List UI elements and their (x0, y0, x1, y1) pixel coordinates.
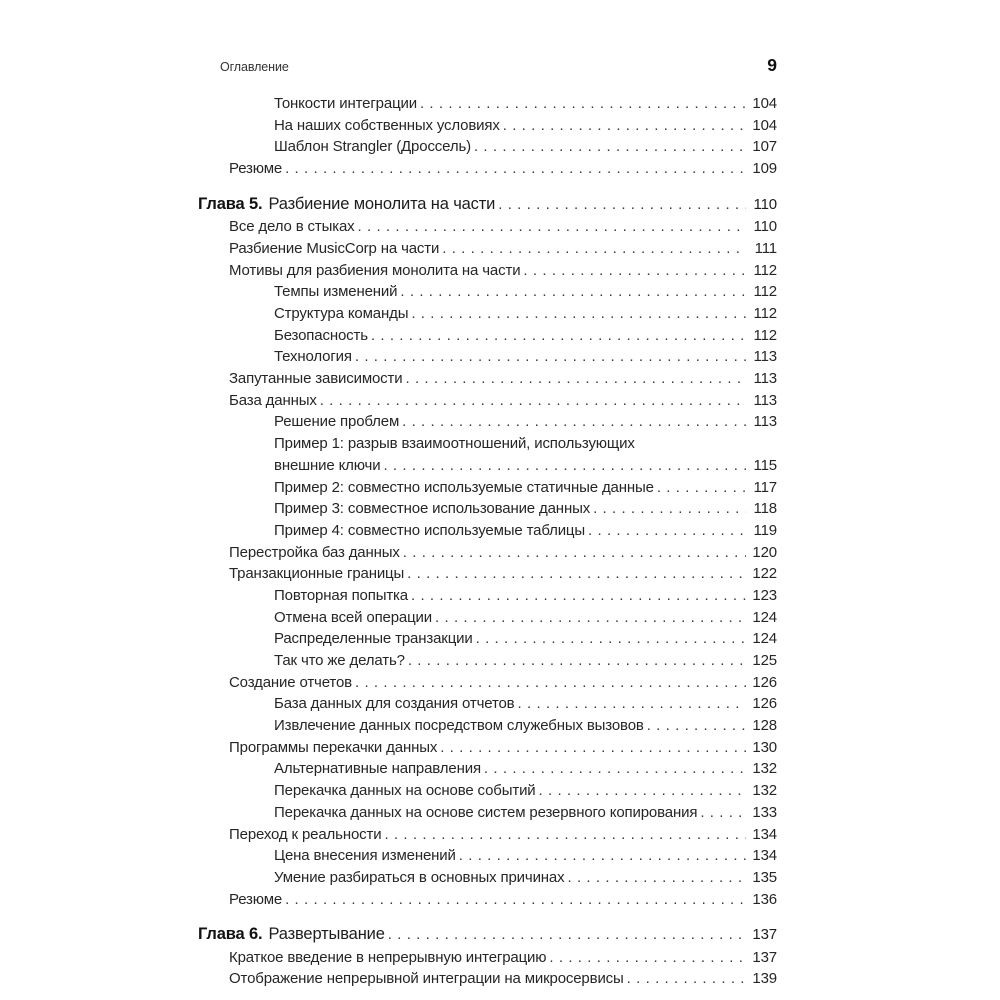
entry-page-number: 104 (752, 95, 777, 112)
entry-title: Краткое введение в непрерывную интеграцию (229, 948, 547, 966)
entry-page-number: 113 (753, 348, 777, 366)
dot-leader (400, 283, 746, 300)
entry-page-number: 115 (753, 456, 777, 474)
dot-leader (402, 413, 746, 430)
toc-entry (198, 652, 777, 674)
toc-entry (198, 826, 777, 848)
entry-title: внешние ключи (274, 456, 381, 474)
entry-page-number: 112 (753, 305, 777, 322)
dot-leader (435, 609, 746, 626)
toc-entry (198, 327, 777, 349)
entry-title: Отмена всей операции (274, 608, 433, 626)
entry-title: Все дело в стыках (229, 218, 355, 236)
entry-title: Создание отчетов (229, 673, 352, 691)
toc-entry (198, 739, 777, 761)
toc-entry (198, 500, 777, 522)
entry-title: Технология (274, 348, 352, 366)
dot-leader (518, 695, 746, 712)
entry-page-number: 113 (753, 413, 777, 431)
entry-page-number: 125 (752, 652, 777, 669)
entry-page-number: 133 (752, 803, 777, 821)
entry-page-number: 112 (753, 261, 777, 279)
entry-title: Так что же делать? (274, 652, 405, 669)
toc-entry (198, 891, 777, 913)
toc-list (198, 95, 777, 992)
entry-page-number: 126 (752, 695, 777, 713)
toc-entry (198, 970, 777, 992)
entry-page-number: 104 (752, 116, 777, 134)
dot-leader (405, 370, 746, 387)
page-header (220, 55, 777, 76)
dot-leader (285, 160, 746, 177)
entry-title: Программы перекачки данных (229, 738, 438, 756)
dot-leader (355, 348, 746, 365)
toc-entry (198, 160, 777, 182)
toc-entry (198, 587, 777, 609)
chapter-number-label: Глава 5. (198, 194, 263, 213)
dot-leader (420, 95, 746, 112)
toc-entry (198, 305, 777, 327)
entry-page-number: 122 (752, 565, 777, 583)
entry-title: Структура команды (274, 305, 409, 322)
entry-page-number: 112 (753, 326, 777, 344)
toc-entry (198, 262, 777, 284)
entry-page-number: 117 (753, 478, 777, 496)
entry-page-number: 128 (752, 717, 777, 735)
entry-page-number: 132 (752, 760, 777, 778)
toc-entry (198, 283, 777, 305)
dot-leader (503, 117, 746, 134)
dot-leader (498, 196, 746, 213)
running-header-title: Оглавление (220, 60, 289, 74)
entry-title: Извлечение данных посредством служебных вызовов (274, 717, 644, 735)
entry-title: Перекачка данных на основе событий (274, 782, 536, 800)
entry-title: Шаблон Strangler (Дроссель) (274, 138, 471, 156)
entry-page-number: 110 (753, 218, 777, 236)
toc-entry (198, 435, 777, 457)
dot-leader (593, 500, 746, 517)
entry-title: Транзакционные границы (229, 565, 405, 583)
dot-leader (411, 305, 746, 322)
entry-title: Перекачка данных на основе систем резервного копирования (274, 803, 698, 821)
toc-entry (198, 457, 777, 479)
toc-entry (198, 392, 777, 414)
toc-entry (198, 925, 777, 949)
entry-title: Перестройка баз данных (229, 543, 400, 561)
dot-leader (384, 826, 746, 843)
entry-title: Безопасность (274, 326, 368, 344)
entry-page-number: 123 (752, 586, 777, 604)
toc-entry (198, 609, 777, 631)
dot-leader (440, 739, 746, 756)
toc-entry (198, 240, 777, 262)
dot-leader (539, 782, 746, 799)
toc-entry (198, 847, 777, 869)
entry-title: Запутанные зависимости (229, 370, 403, 388)
entry-page-number: 136 (752, 890, 777, 908)
dot-leader (588, 522, 746, 539)
toc-entry (198, 195, 777, 219)
dot-leader (459, 847, 746, 864)
toc-entry (198, 138, 777, 160)
entry-title: Развертывание (268, 925, 385, 944)
entry-page-number: 120 (752, 543, 777, 561)
toc-entry (198, 949, 777, 971)
entry-title: Пример 2: совместно используемые статичные данные (274, 478, 654, 496)
entry-page-number: 126 (752, 673, 777, 691)
entry-title: Тонкости интеграции (274, 95, 417, 112)
entry-title: Пример 1: разрыв взаимоотношений, использующих (274, 435, 635, 453)
dot-leader (700, 804, 746, 821)
toc-entry (198, 479, 777, 501)
entry-page-number: 112 (753, 283, 777, 301)
toc-entry (198, 117, 777, 139)
entry-page-number: 132 (752, 782, 777, 800)
dot-leader (408, 652, 746, 669)
entry-title: Цена внесения изменений (274, 847, 456, 865)
entry-title: База данных для создания отчетов (274, 695, 515, 713)
dot-leader (474, 138, 746, 155)
dot-leader (403, 544, 746, 561)
entry-page-number: 137 (752, 926, 777, 944)
dot-leader (407, 565, 746, 582)
dot-leader (358, 218, 746, 235)
entry-title: Умение разбираться в основных причинах (274, 868, 565, 886)
dot-leader (383, 457, 746, 474)
entry-title: На наших собственных условиях (274, 116, 500, 134)
entry-page-number: 134 (752, 847, 777, 865)
entry-title: Темпы изменений (274, 283, 398, 301)
entry-page-number: 111 (754, 239, 777, 257)
toc-entry (198, 348, 777, 370)
entry-title: База данных (229, 391, 317, 409)
entry-title: Разбиение MusicCorp на части (229, 239, 440, 257)
chapter-number-label: Глава 6. (198, 925, 263, 944)
entry-title: Переход к реальности (229, 825, 382, 843)
entry-title: Повторная попытка (274, 586, 408, 604)
entry-title: Резюме (229, 160, 283, 178)
toc-entry (198, 544, 777, 566)
dot-leader (523, 262, 746, 279)
entry-title: Альтернативные направления (274, 760, 481, 778)
entry-title: Разбиение монолита на части (268, 194, 496, 213)
entry-page-number: 110 (753, 195, 777, 213)
toc-entry (198, 218, 777, 240)
entry-page-number: 109 (752, 160, 777, 178)
toc-entry (198, 869, 777, 891)
entry-title: Решение проблем (274, 413, 400, 431)
toc-entry (198, 370, 777, 392)
entry-page-number: 135 (752, 868, 777, 886)
dot-leader (476, 630, 746, 647)
toc-entry (198, 760, 777, 782)
page-number: 9 (767, 55, 777, 75)
entry-page-number: 139 (752, 970, 777, 988)
entry-page-number: 134 (752, 825, 777, 843)
toc-entry (198, 782, 777, 804)
entry-title: Распределенные транзакции (274, 630, 473, 648)
toc-entry (198, 674, 777, 696)
entry-page-number: 137 (752, 948, 777, 966)
entry-page-number: 107 (752, 138, 777, 156)
entry-page-number: 130 (752, 738, 777, 756)
dot-leader (371, 327, 746, 344)
dot-leader (657, 479, 746, 496)
entry-page-number: 124 (752, 630, 777, 648)
toc-entry (198, 565, 777, 587)
toc-entry (198, 695, 777, 717)
dot-leader (285, 891, 746, 908)
dot-leader (320, 392, 746, 409)
entry-title: Отображение непрерывной интеграции на микросервисы (229, 970, 624, 988)
entry-title: Резюме (229, 890, 283, 908)
entry-page-number: 124 (752, 608, 777, 626)
dot-leader (355, 674, 746, 691)
toc-entry (198, 522, 777, 544)
toc-entry (198, 95, 777, 117)
entry-page-number: 119 (753, 521, 777, 539)
entry-title: Пример 3: совместное использование данных (274, 500, 591, 518)
dot-leader (484, 760, 746, 777)
dot-leader (567, 869, 746, 886)
dot-leader (549, 949, 746, 966)
dot-leader (388, 926, 746, 943)
dot-leader (627, 970, 746, 987)
entry-title: Пример 4: совместно используемые таблицы (274, 521, 586, 539)
toc-entry (198, 717, 777, 739)
dot-leader (647, 717, 746, 734)
toc-entry (198, 413, 777, 435)
entry-title: Мотивы для разбиения монолита на части (229, 261, 521, 279)
entry-page-number: 113 (753, 370, 777, 388)
toc-entry (198, 630, 777, 652)
dot-leader (442, 240, 746, 257)
toc-entry (198, 804, 777, 826)
dot-leader (411, 587, 746, 604)
entry-page-number: 118 (753, 500, 777, 518)
entry-page-number: 113 (753, 391, 777, 409)
